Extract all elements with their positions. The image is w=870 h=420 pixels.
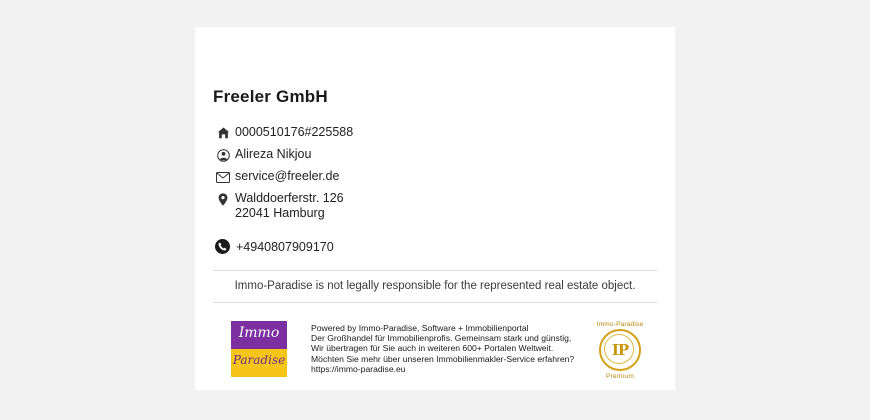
powered-line-4: Möchten Sie mehr über unseren Immobilienmakler-Service erfahren? [311,353,575,364]
badge-monogram: IP [611,341,629,359]
divider-bottom [213,302,657,303]
logo-top-word: Immo [238,325,280,341]
location-pin-icon [213,192,233,206]
address-city: 22041 Hamburg [235,206,325,220]
contact-row-address [213,191,657,221]
badge-top-label: Immo-Paradise [596,321,644,328]
contact-person-value: Alireza Nikjou [235,147,312,161]
badge-inner-ring [604,334,634,364]
document-page [195,27,675,390]
powered-line-3: Wir übertragen für Sie auch in weiteren 600+ Portalen Weltweit. [311,343,554,354]
contact-row-email [213,169,657,184]
contact-email-value: service@freeler.de [235,169,340,183]
phone-icon [215,239,230,254]
badge-bottom-label: Premium [605,373,635,380]
contact-reference-value: 0000510176#225588 [235,125,354,139]
home-icon [213,126,233,140]
contact-list [213,125,657,221]
powered-website-link[interactable]: https://immo-paradise.eu [311,363,406,374]
contact-row-reference [213,125,657,140]
contact-card [213,87,657,380]
powered-by-text [287,321,589,374]
phone-row [213,239,657,254]
logo-bottom-word: Paradise [232,353,286,367]
envelope-icon [213,170,233,184]
address-street: Walddoerferstr. 126 [235,191,344,205]
powered-line-2: Der Großhandel für Immobilienprofis. Gemeinsam stark und günstig, [311,333,572,344]
person-icon [213,148,233,162]
powered-line-1: Powered by Immo-Paradise, Software + Immobilienportal [311,323,529,333]
immo-paradise-logo [231,321,287,377]
page-title: Freeler GmbH [213,87,328,106]
contact-address-value [233,191,344,221]
disclaimer-text: Immo-Paradise is not legally responsible for the represented real estate object. [234,280,636,292]
badge-seal-icon [599,329,641,371]
phone-number-value: +4940807909170 [236,239,334,254]
contact-row-person [213,147,657,162]
footer [213,321,657,380]
premium-badge [589,321,651,380]
